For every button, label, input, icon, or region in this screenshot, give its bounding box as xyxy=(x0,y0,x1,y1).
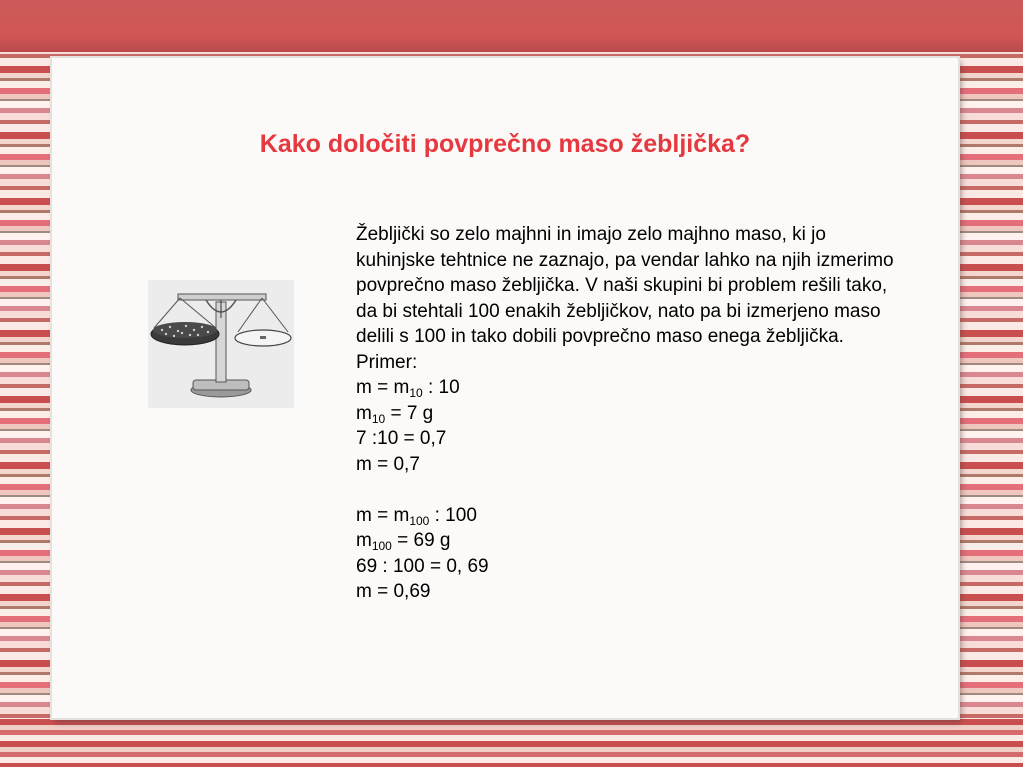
example2-formula-prefix: m = m xyxy=(356,504,410,526)
example1-given-suffix: = 7 g xyxy=(385,402,434,424)
example2-formula-suffix: : 100 xyxy=(429,504,477,526)
example1-formula xyxy=(356,375,916,401)
example1-formula-suffix: : 10 xyxy=(422,377,460,398)
example2-given-sub: 100 xyxy=(371,539,392,553)
example1-given-prefix: m xyxy=(356,402,372,424)
example1-formula-prefix: m = m xyxy=(356,377,410,398)
example1-calc: 7 :10 = 0,7 xyxy=(356,428,447,449)
example2-result: m = 0,69 xyxy=(356,581,431,602)
example2-calc: 69 : 100 = 0, 69 xyxy=(356,555,489,577)
primer-label: Primer: xyxy=(356,351,418,373)
example1-given xyxy=(356,401,916,427)
example2-formula xyxy=(356,503,916,529)
example2-given-suffix: = 69 g xyxy=(391,530,451,551)
balance-scale-image xyxy=(148,280,294,408)
slide-body xyxy=(356,222,916,605)
balance-scale-icon xyxy=(148,280,294,408)
slide-panel xyxy=(52,58,958,718)
slide-title: Kako določiti povprečno maso žebljička? xyxy=(259,130,751,158)
example2-formula-sub: 100 xyxy=(409,513,430,528)
example1-result: m = 0,7 xyxy=(356,453,420,475)
example1-formula-sub: 10 xyxy=(409,386,423,400)
example2-given xyxy=(356,528,916,554)
intro-paragraph: Žebljički so zelo majhni in imajo zelo majhno maso, ki jo kuhinjske tehtnice ne zaznajo, pa vendar lahko na njih izmerimo povprečno maso žebljička. V naši skupini bi problem rešili tako, da bi stehtali 100 enakih žebljičkov, nato pa bi izmerjeno maso delili s 100 in tako dobili povprečno maso enega žebljička. xyxy=(356,224,894,347)
header-stripe xyxy=(0,0,1023,52)
example1-given-sub: 10 xyxy=(371,411,386,426)
example2-given-prefix: m xyxy=(356,530,372,551)
spacer xyxy=(356,477,916,503)
footer-stripe xyxy=(0,719,1023,767)
